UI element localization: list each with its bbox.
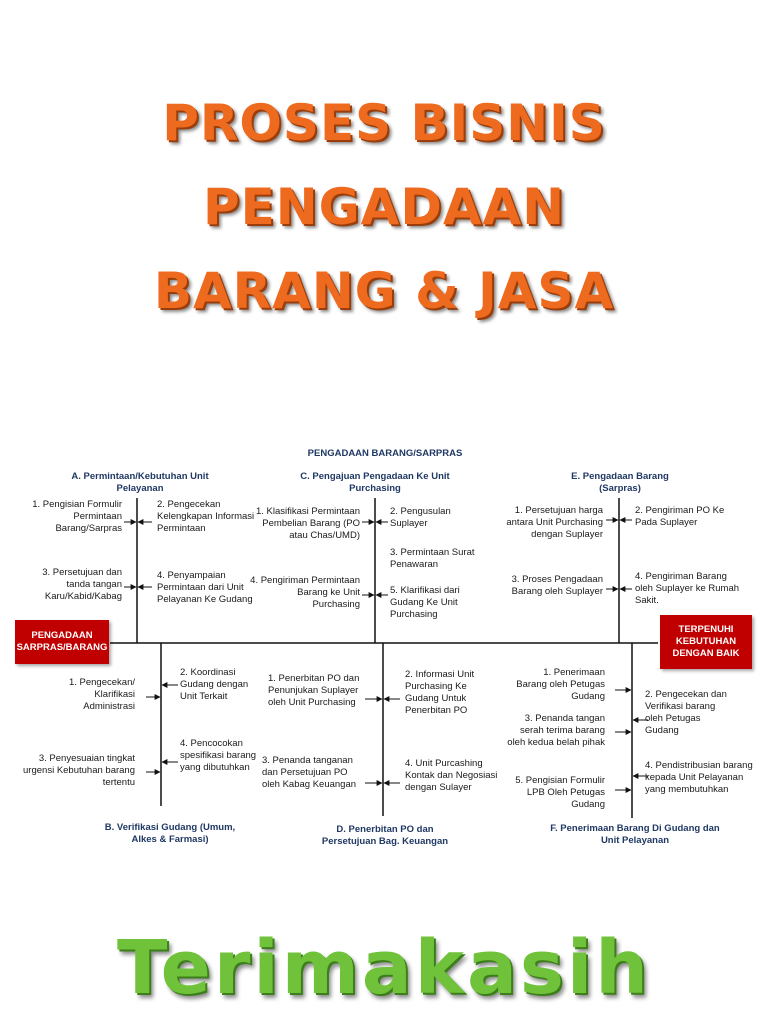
b-item-2: 2. Koordinasi Gudang dengan Unit Terkait	[180, 667, 249, 702]
a-item-1: 1. Pengisian Formulir Permintaan Barang/Sarpras	[32, 499, 122, 534]
e-item-4: 4. Pengiriman Barang oleh Suplayer ke Rumah Sakit.	[635, 571, 740, 606]
e-item-1: 1. Persetujuan harga antara Unit Purchasing dengan Suplayer	[506, 505, 603, 540]
e-item-3: 3. Proses Pengadaan Barang oleh Suplayer	[511, 574, 603, 597]
a-item-3: 3. Persetujuan dan tanda tangan Karu/Kabid/Kabag	[42, 567, 122, 602]
b-item-1: 1. Pengecekan/ Klarifikasi Administrasi	[68, 677, 135, 712]
d-item-1: 1. Penerbitan PO dan Penunjukan Suplayer oleh Unit Purchasing	[268, 673, 360, 708]
d-item-4: 4. Unit Purcashing Kontak dan Negosiasi dengan Sulayer	[405, 758, 498, 793]
diagram-header: PENGADAAN BARANG/SARPRAS	[307, 448, 463, 459]
f-item-1: 1. Penerimaan Barang oleh Petugas Gudang	[516, 667, 605, 702]
title-line-2: PENGADAAN	[202, 178, 566, 236]
d-item-2: 2. Informasi Unit Purchasing Ke Gudang Untuk Penerbitan PO	[405, 669, 475, 716]
b-item-4: 4. Pencocokan spesifikasi barang yang dibutuhkan	[180, 738, 257, 773]
end-box: TERPENUHI KEBUTUHAN DENGAN BAIK	[660, 615, 752, 669]
section-e-title: E. Pengadaan Barang (Sarpras)	[571, 471, 669, 494]
a-item-2: 2. Pengecekan Kelengkapan Informasi Permintaan	[157, 499, 255, 534]
closing-text: Terimakasih	[117, 925, 651, 1011]
section-a-title: A. Permintaan/Kebutuhan Unit Pelayanan	[71, 471, 209, 494]
b-item-3: 3. Penyesuaian tingkat urgensi Kebutuhan barang tertentu	[23, 753, 135, 788]
c-item-1: 1. Klasifikasi Permintaan Pembelian Barang (PO atau Chas/UMD)	[255, 506, 360, 541]
f-item-3: 3. Penanda tangan serah terima barang oleh kedua belah pihak	[507, 713, 605, 748]
section-c-title: C. Pengajuan Pengadaan Ke Unit Purchasing	[300, 471, 450, 494]
start-box: PENGADAAN SARPRAS/BARANG	[15, 620, 109, 664]
title-line-1: PROSES BISNIS	[162, 94, 606, 152]
e-item-2: 2. Pengiriman PO Ke Pada Suplayer	[635, 505, 725, 528]
c-item-5: 5. Klarifikasi dari Gudang Ke Unit Purchasing	[390, 585, 460, 620]
section-f-title: F. Penerimaan Barang Di Gudang dan Unit Pelayanan	[550, 823, 720, 846]
a-item-4: 4. Penyampaian Permintaan dari Unit Pelayanan Ke Gudang	[157, 570, 253, 605]
title-line-3: BARANG & JASA	[153, 262, 615, 320]
c-item-4: 4. Pengiriman Permintaan Barang ke Unit Purchasing	[250, 575, 360, 610]
f-item-2: 2. Pengecekan dan Verifikasi barang oleh Petugas Gudang	[645, 689, 727, 736]
section-b-title: B. Verifikasi Gudang (Umum, Alkes & Farmasi)	[104, 822, 236, 845]
c-item-3: 3. Permintaan Surat Penawaran	[390, 547, 475, 570]
section-d-title: D. Penerbitan PO dan Persetujuan Bag. Keuangan	[321, 824, 449, 847]
f-item-4: 4. Pendistribusian barang kepada Unit Pelayanan yang membutuhkan	[645, 760, 753, 795]
f-item-5: 5. Pengisian Formulir LPB Oleh Petugas Gudang	[515, 775, 605, 810]
d-item-3: 3. Penanda tanganan dan Persetujuan PO oleh Kabag Keuangan	[262, 755, 357, 790]
c-item-2: 2. Pengusulan Suplayer	[390, 506, 451, 529]
